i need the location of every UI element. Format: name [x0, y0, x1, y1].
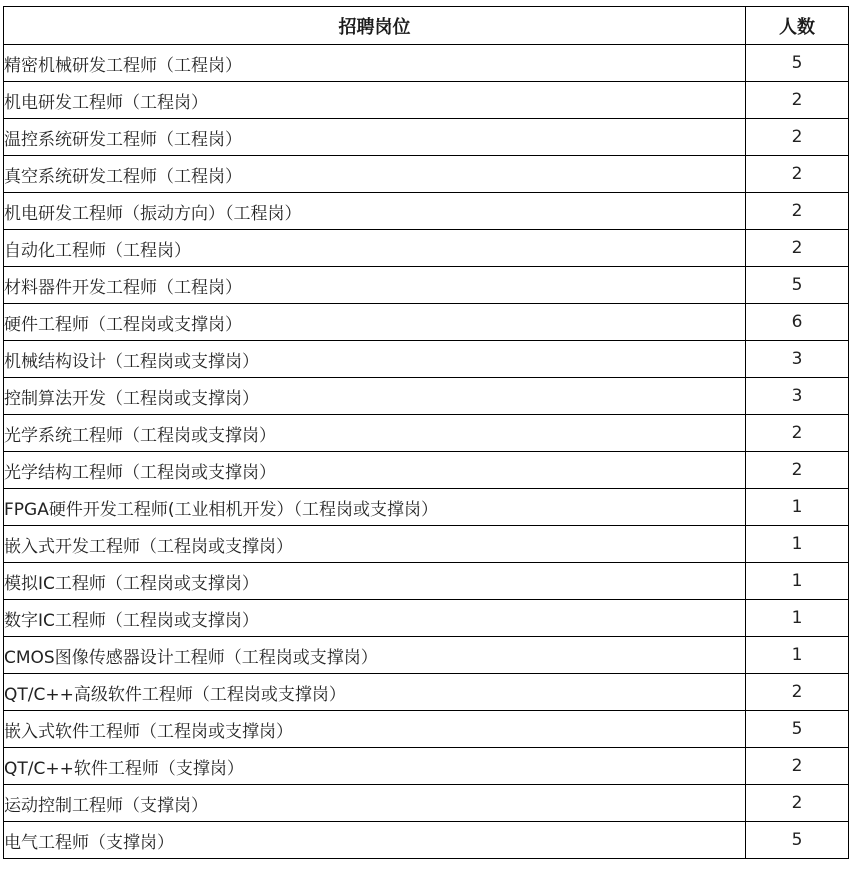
count-cell: 3 [746, 341, 849, 378]
position-cell: 真空系统研发工程师（工程岗） [4, 156, 746, 193]
table-header-row [4, 7, 849, 45]
position-cell: 光学结构工程师（工程岗或支撑岗） [4, 452, 746, 489]
table-row [4, 822, 849, 859]
table-row [4, 526, 849, 563]
position-cell: 温控系统研发工程师（工程岗） [4, 119, 746, 156]
count-cell: 3 [746, 378, 849, 415]
count-cell: 5 [746, 711, 849, 748]
position-cell: 模拟IC工程师（工程岗或支撑岗） [4, 563, 746, 600]
count-cell: 1 [746, 563, 849, 600]
count-cell: 1 [746, 489, 849, 526]
count-cell: 2 [746, 119, 849, 156]
position-cell: 机电研发工程师（工程岗） [4, 82, 746, 119]
count-cell: 5 [746, 267, 849, 304]
table-row [4, 304, 849, 341]
table-row [4, 563, 849, 600]
position-cell: QT/C++高级软件工程师（工程岗或支撑岗） [4, 674, 746, 711]
table-row [4, 452, 849, 489]
count-cell: 2 [746, 82, 849, 119]
table-row [4, 415, 849, 452]
table-row [4, 193, 849, 230]
position-cell: 机电研发工程师（振动方向）（工程岗） [4, 193, 746, 230]
table-row [4, 119, 849, 156]
position-cell: 精密机械研发工程师（工程岗） [4, 45, 746, 82]
table-row [4, 378, 849, 415]
table-row [4, 600, 849, 637]
count-cell: 5 [746, 45, 849, 82]
table-row [4, 785, 849, 822]
position-cell: FPGA硬件开发工程师(工业相机开发）（工程岗或支撑岗） [4, 489, 746, 526]
table-row [4, 230, 849, 267]
position-cell: 嵌入式软件工程师（工程岗或支撑岗） [4, 711, 746, 748]
position-cell: 机械结构设计（工程岗或支撑岗） [4, 341, 746, 378]
position-cell: 嵌入式开发工程师（工程岗或支撑岗） [4, 526, 746, 563]
position-cell: 控制算法开发（工程岗或支撑岗） [4, 378, 746, 415]
position-cell: CMOS图像传感器设计工程师（工程岗或支撑岗） [4, 637, 746, 674]
position-cell: 运动控制工程师（支撑岗） [4, 785, 746, 822]
count-cell: 1 [746, 637, 849, 674]
count-cell: 2 [746, 415, 849, 452]
table-row [4, 82, 849, 119]
table-row [4, 156, 849, 193]
count-cell: 2 [746, 748, 849, 785]
position-cell: QT/C++软件工程师（支撑岗） [4, 748, 746, 785]
position-cell: 电气工程师（支撑岗） [4, 822, 746, 859]
table-row [4, 489, 849, 526]
table-row [4, 267, 849, 304]
recruitment-table-container [3, 6, 848, 859]
count-cell: 5 [746, 822, 849, 859]
count-cell: 2 [746, 785, 849, 822]
position-cell: 光学系统工程师（工程岗或支撑岗） [4, 415, 746, 452]
count-cell: 2 [746, 452, 849, 489]
table-row [4, 711, 849, 748]
count-cell: 6 [746, 304, 849, 341]
table-row [4, 748, 849, 785]
count-cell: 2 [746, 193, 849, 230]
table-row [4, 637, 849, 674]
count-cell: 1 [746, 600, 849, 637]
position-cell: 硬件工程师（工程岗或支撑岗） [4, 304, 746, 341]
header-position: 招聘岗位 [4, 7, 746, 45]
table-row [4, 45, 849, 82]
count-cell: 2 [746, 674, 849, 711]
position-cell: 数字IC工程师（工程岗或支撑岗） [4, 600, 746, 637]
header-count: 人数 [746, 7, 849, 45]
table-row [4, 674, 849, 711]
position-cell: 材料器件开发工程师（工程岗） [4, 267, 746, 304]
count-cell: 2 [746, 156, 849, 193]
count-cell: 2 [746, 230, 849, 267]
position-cell: 自动化工程师（工程岗） [4, 230, 746, 267]
count-cell: 1 [746, 526, 849, 563]
recruitment-table [3, 6, 849, 859]
table-row [4, 341, 849, 378]
